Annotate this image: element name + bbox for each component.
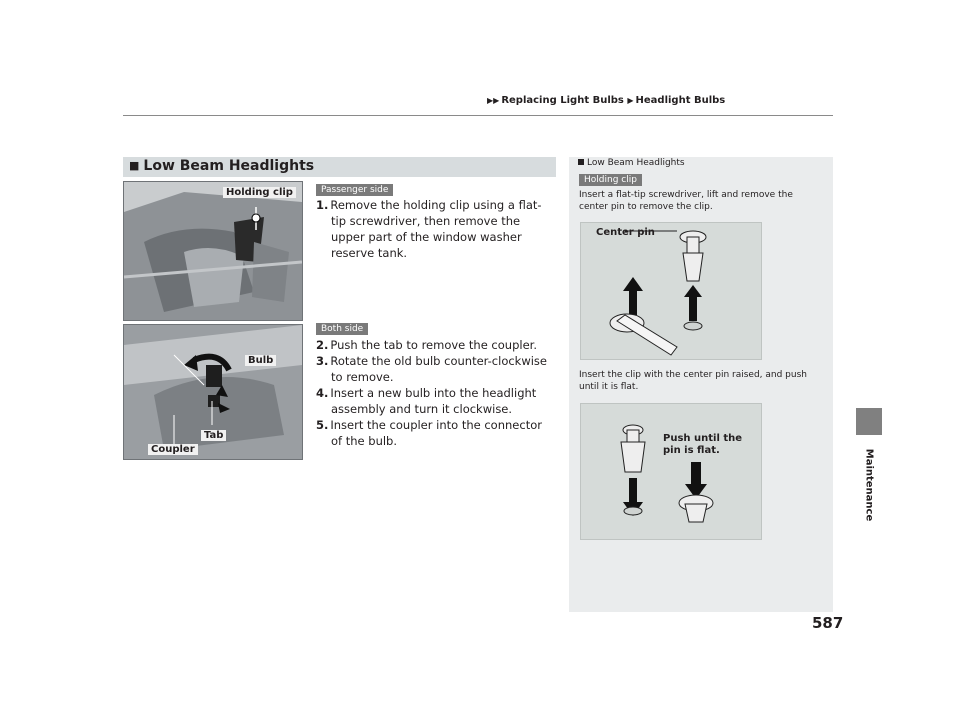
push-pin-illustration bbox=[580, 403, 762, 540]
callout-bulb: Bulb bbox=[245, 355, 276, 366]
note-text-1: Insert a flat-tip screwdriver, lift and remove the center pin to remove the clip. bbox=[579, 190, 793, 212]
step-number: 5. bbox=[316, 418, 329, 432]
step-number: 3. bbox=[316, 354, 329, 368]
clip-install-diagram bbox=[581, 404, 761, 539]
steps-list bbox=[316, 337, 556, 449]
center-pin-label: Center pin bbox=[596, 227, 655, 238]
breadcrumb bbox=[487, 95, 725, 106]
page-number: 587 bbox=[812, 614, 844, 632]
engine-bay-photo bbox=[123, 181, 303, 321]
breadcrumb-arrow-icon: ▶▶ bbox=[487, 96, 500, 105]
section-marker-icon: ■ bbox=[129, 159, 140, 172]
note-text-2: Insert the clip with the center pin raised, and push until it is flat. bbox=[579, 370, 807, 392]
section-title-text: Low Beam Headlights bbox=[143, 158, 315, 174]
section-title bbox=[129, 158, 314, 174]
step-number: 2. bbox=[316, 338, 329, 352]
step-text: Insert a new bulb into the headlight assembly and turn it clockwise. bbox=[330, 386, 537, 416]
step-text: Push the tab to remove the coupler. bbox=[330, 338, 537, 352]
step-2 bbox=[316, 337, 556, 353]
breadcrumb-arrow-icon: ▶ bbox=[627, 96, 634, 105]
engine-bay-illustration bbox=[124, 182, 302, 320]
callout-holding-clip: Holding clip bbox=[223, 187, 296, 198]
callout-tab: Tab bbox=[201, 430, 226, 441]
push-until-flat-label: Push until the pin is flat. bbox=[663, 433, 743, 456]
passenger-side-tag: Passenger side bbox=[316, 184, 393, 196]
center-pin-illustration bbox=[580, 222, 762, 360]
step-number: 1. bbox=[316, 198, 329, 212]
chapter-tab-marker[interactable] bbox=[856, 408, 882, 435]
step-number: 4. bbox=[316, 386, 329, 400]
chapter-tab-label: Maintenance bbox=[863, 448, 875, 522]
header-divider bbox=[123, 115, 833, 116]
clip-removal-diagram bbox=[581, 223, 761, 359]
both-side-tag: Both side bbox=[316, 323, 368, 335]
breadcrumb-part-1[interactable]: Replacing Light Bulbs bbox=[501, 95, 624, 106]
note-title-text: Low Beam Headlights bbox=[587, 158, 685, 168]
holding-clip-tag: Holding clip bbox=[579, 174, 642, 186]
step-text: Rotate the old bulb counter-clockwise to remove. bbox=[330, 354, 547, 384]
note-title bbox=[578, 158, 685, 168]
chapter-tab[interactable] bbox=[846, 440, 892, 530]
step-text: Insert the coupler into the connector of the bulb. bbox=[330, 418, 542, 448]
step-5 bbox=[316, 417, 556, 449]
step-4 bbox=[316, 385, 556, 417]
callout-coupler: Coupler bbox=[148, 444, 198, 455]
breadcrumb-part-2[interactable]: Headlight Bulbs bbox=[635, 95, 726, 106]
step-1 bbox=[316, 197, 556, 261]
note-ref-icon bbox=[578, 159, 584, 165]
step-3 bbox=[316, 353, 556, 385]
step-text: Remove the holding clip using a flat-tip screwdriver, then remove the upper part of the window washer reserve tank. bbox=[330, 198, 542, 260]
